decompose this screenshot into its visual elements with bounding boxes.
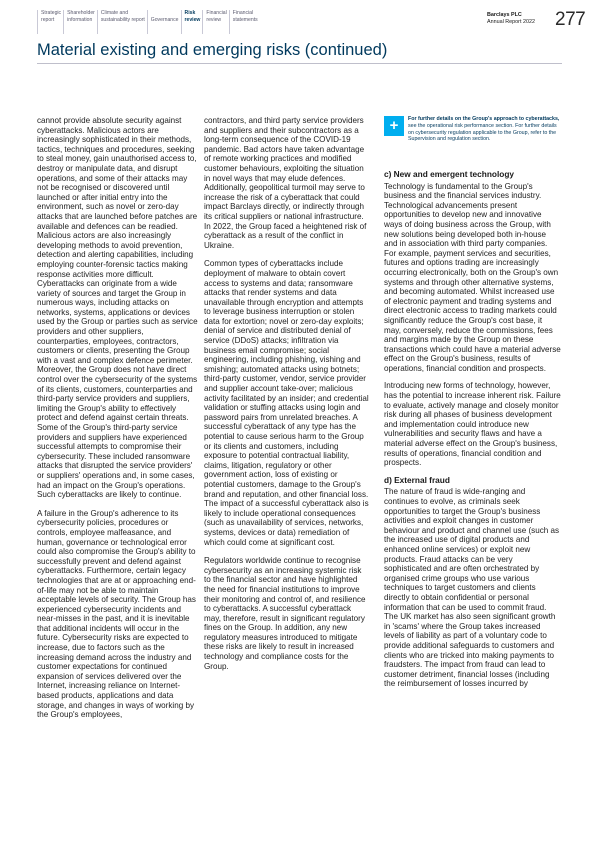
nav-strategic-report[interactable]: [37, 10, 63, 34]
nav-line-1: Risk: [184, 10, 196, 16]
nav-line-2: statements: [232, 16, 258, 23]
report-name: Annual Report 2022: [487, 19, 535, 25]
callout-rest: see the operational risk performance section. For further details on cybersecurity regulation applicable to the Group, refer to the Supervision and regulation section.: [408, 122, 557, 143]
nav-shareholder-information[interactable]: [63, 10, 97, 34]
page-number: 277: [555, 9, 586, 30]
nav-line-1: Strategic: [41, 10, 62, 16]
report-brand: [487, 12, 553, 26]
section-heading-external-fraud: d) External fraud: [384, 474, 450, 485]
nav-line-2: review: [206, 16, 222, 23]
text-column-2: [204, 116, 369, 680]
nav-financial-review[interactable]: [202, 10, 228, 34]
paragraph: A failure in the Group's adherence to its cybersecurity policies, procedures or controls, employee malfeasance, and human, governance or technological error could also compromise the Group's ability to successfully prevent and defend against cyberattacks. Furthermore, certain legacy technologies that are at or approaching end-of-life may not be able to maintain acceptable levels of security. The Group has experienced cybersecurity incidents and near-misses in the past, and it is inevitable that additional incidents will occur in the future. Cybersecurity risks are expected to increase, due to factors such as the increasing demand across the industry and customer expectations for continued expansion of services delivered over the Internet, increasing reliance on Internet-based products, applications and data storage, and changes in ways of working by the Group's employees,: [37, 508, 196, 720]
nav-line-1: [151, 10, 179, 17]
paragraph: Regulators worldwide continue to recognise cybersecurity as an increasing systemic risk to the financial sector and have highlighted the need for financial institutions to improve their monitoring and control of, and resilience to cyberattacks. A successful cyberattack may, therefore, result in significant regulatory fines on the Group. In addition, any new regulatory measures introduced to mitigate these risks are likely to result in increased technology and compliance costs for the Group.: [204, 556, 366, 671]
paragraph: The nature of fraud is wide-ranging and continues to evolve, as criminals seek opportunities to target the Group's business activities and exploit changes in customer behaviour and product and channel use (such as the increased use of digital products and enhanced online services) or exploit new products. Fraud attacks can be very sophisticated and are often orchestrated by organised crime groups who use various techniques to target customers and clients directly to obtain confidential or personal information that can be used to commit fraud. The UK market has also seen significant growth in 'scams' where the Group takes increased levels of liability as part of a voluntary code to provide additional safeguards to customers and clients who are tricked into making payments to fraudsters. The impact from fraud can lead to customer detriment, financial losses (including the reimbursement of losses incurred by: [384, 487, 560, 689]
further-details-callout: [384, 116, 562, 164]
nav-line-1: Climate and: [100, 10, 129, 16]
nav-line-2: review: [184, 16, 201, 23]
section-nav: [37, 10, 377, 34]
nav-line-2: report: [41, 16, 55, 23]
section-heading-new-technology: c) New and emergent technology: [384, 169, 515, 179]
nav-line-1: Financial: [206, 10, 227, 16]
paragraph: Introducing new forms of technology, however, has the potential to increase inherent risk. Failure to evaluate, actively manage and closely monitor risk during all phases of business development and implementation could introduce new vulnerabilities and security flaws and have a material adverse effect on the Group's business, results of operations, financial condition and prospects.: [384, 381, 561, 468]
nav-climate-sustainability[interactable]: [97, 10, 147, 34]
nav-line-1: Shareholder: [67, 10, 95, 16]
nav-financial-statements[interactable]: [229, 10, 260, 34]
callout-text[interactable]: [408, 116, 562, 164]
paragraph: Technology is fundamental to the Group's business and the financial services industry. Technological advancements present opportunities to develop new and innovative ways of doing business across the Group, with new solutions being developed both in-house and in association with third party companies. For example, payment services and securities, futures and options trading are increasingly occurring electronically, both on the Group's own systems and through other alternative systems, and becoming automated. Whilst increased use of electronic payment and trading systems and direct electronic access to trading markets could significantly reduce the Group's cost base, it may, conversely, reduce the commissions, fees and margins made by the Group on these transactions which could have a material adverse effect on the Group's business, results of operations, financial condition and prospects.: [384, 181, 561, 373]
text-column-1: [37, 116, 199, 729]
brand-name: Barclays PLC: [487, 12, 522, 18]
nav-line-1: Financial: [232, 10, 254, 16]
paragraph: Common types of cyberattacks include deployment of malware to obtain covert access to systems and data; ransomware attacks that render systems and data unavailable through encryption and attempts to leverage business interruption or stolen data for extortion; novel or zero-day exploits; denial of service and distributed denial of service (DDoS) attacks; infiltration via business email compromise; social engineering, including phishing, vishing and smishing; automated attacks using botnets; third-party customer, vendor, service provider and supplier account take-over; malicious activity facilitated by an insider; and credential validation or stuffing attacks using login and password pairs from unrelated breaches. A successful cyberattack of any type has the potential to cause serious harm to the Group or its clients and customers, including exposure to potential contractual liability, claims, litigation, regulatory or other government action, loss of existing or potential customers, damage to the Group's brand and reputation, and other financial loss. The impact of a successful cyberattack also is likely to include operational consequences (such as unavailability of services, networks, systems, devices or data) remediation of which could come at significant cost.: [204, 259, 369, 547]
nav-risk-review[interactable]: [181, 10, 203, 34]
nav-line-2: information: [67, 16, 93, 23]
nav-governance[interactable]: [147, 10, 181, 34]
paragraph: cannot provide absolute security against cyberattacks. Malicious actors are increasingly sophisticated in their methods, tactics, techniques and procedures, seeking to steal money, gain unauthorised access to, destroy or manipulate data, and disrupt operations, and some of their attacks may not be recognised or discovered until launched or after initial entry into the environment, such as novel or zero-day attacks that are launched before patches are available and defences can be readied. Malicious actors are also increasingly developing methods to avoid prevention, detection and alerting capabilities, including employing counter-forensic tactics making response activities more difficult. Cyberattacks can originate from a wide variety of sources and target the Group in numerous ways, including attacks on networks, systems, applications or devices used by the Group or parties such as service providers and other suppliers, counterparties, employees, contractors, customers or clients, presenting the Group with a vast and complex defence perimeter. Moreover, the Group does not have direct control over the cybersecurity of the systems of its clients, customers, counterparties and third-party service providers and suppliers, limiting the Group's ability to effectively protect and defend against certain threats. Some of the Group's third-party service providers and suppliers have experienced successful attempts to compromise their cybersecurity. These included ransomware attacks that disrupted the service providers' or suppliers' operations and, in some cases, had an impact on the Group's operations. Such cyberattacks are likely to continue.: [37, 116, 198, 500]
nav-line-2: sustainability report: [100, 16, 145, 23]
paragraph: contractors, and third party service providers and suppliers and their subcontractors as a long-term consequence of the COVID-19 pandemic. Bad actors have taken advantage of remote working practices and modified customer behaviours, exploiting the situation in novel ways that may elude defences. Additionally, geopolitical turmoil may serve to increase the risk of a cyberattack that could impact Barclays directly, or indirectly through its critical suppliers or national infrastructure. In 2022, the Group faced a heightened risk of cyberattack as a result of the conflict in Ukraine.: [204, 116, 367, 250]
nav-line-2: Governance: [150, 16, 179, 23]
page-title: Material existing and emerging risks (continued): [37, 41, 388, 59]
callout-bold: For further details on the Group's approach to cyberattacks,: [408, 116, 560, 122]
text-column-3: [384, 170, 561, 697]
title-divider: [37, 63, 562, 64]
plus-icon: +: [384, 116, 404, 136]
